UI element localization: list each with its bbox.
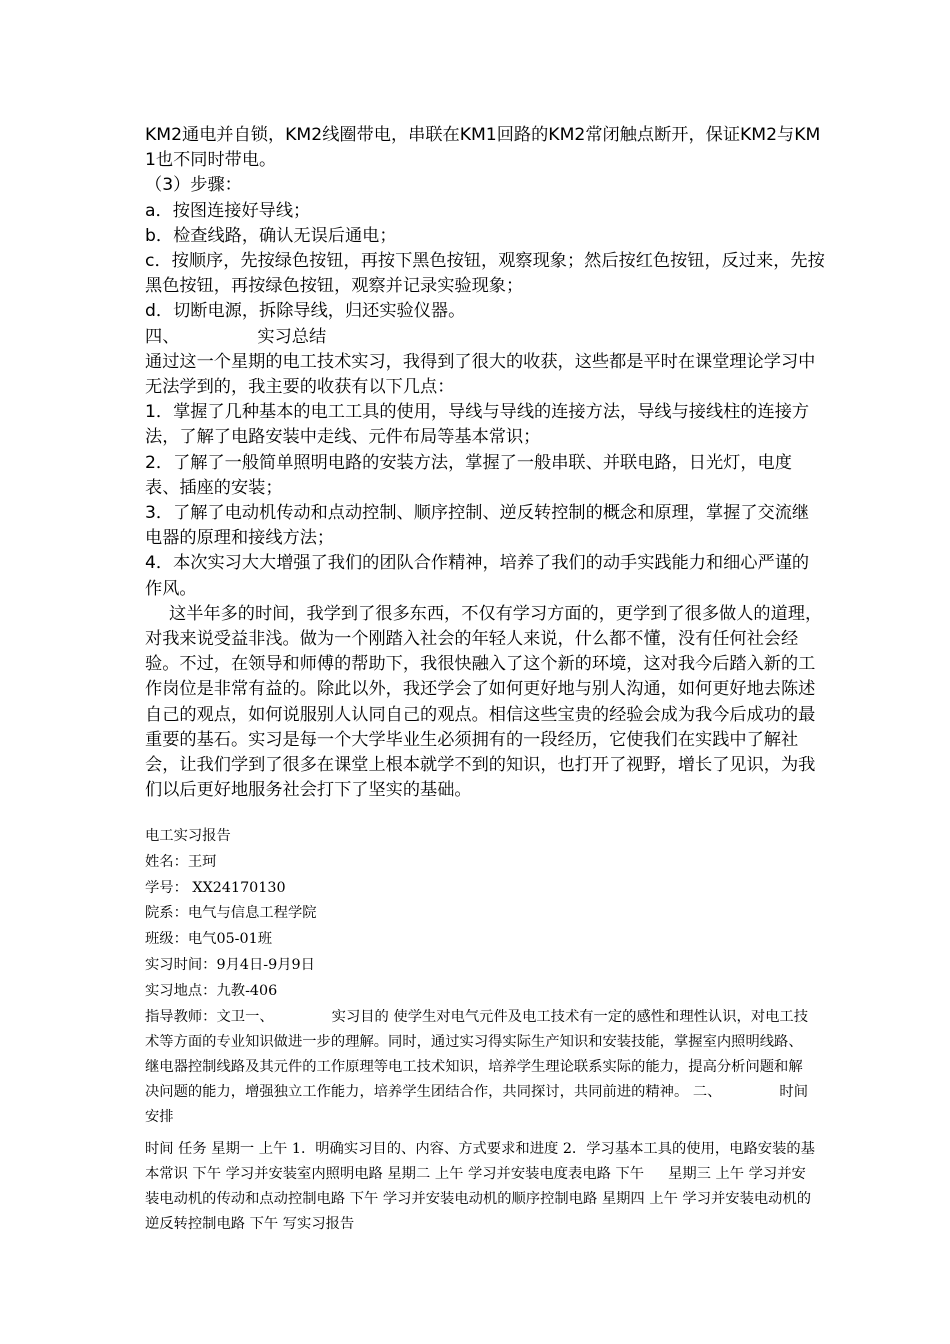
paragraph: KM2通电并自锁，KM2线圈带电，串联在KM1回路的KM2常闭触点断开，保证KM2与KM1也不同时带电。 — [145, 125, 821, 171]
report-block — [145, 824, 815, 1237]
list-item: b．检查线路，确认无误后通电； — [145, 225, 397, 246]
list-item: c．按顺序，先按绿色按钮，再按下黑色按钮，观察现象；然后按红色按钮，反过来，先按黑色按钮，再按绿色按钮，观察并记录实验现象； — [145, 251, 825, 297]
list-item: 2．了解了一般简单照明电路的安装方法，掌握了一般串联、并联电路，日光灯，电度表、插座的安装； — [145, 452, 792, 498]
list-item: 3．了解了电动机传动和点动控制、顺序控制、逆反转控制的概念和原理，掌握了交流继电器的原理和接线方法； — [145, 503, 810, 549]
field-student-id: 学号： XX24170130 — [145, 879, 286, 896]
section-heading — [145, 325, 825, 350]
paragraph: 指导教师：文卫一、 实习目的 使学生对电气元件及电工技术有一定的感性和理性认识，对电工技术等方面的专业知识做进一步的理解。同时，通过实习得实际生产知识和安装技能，掌握室内照明线路、继电器控制线路及其元件的工作原理等电工技术知识，培养学生理论联系实际的能力，提高分析问题和解决问题的能力，增强独立工作能力，培养学生团结合作，共同探讨，共同前进的精神。 二、 时间安排 — [145, 1008, 809, 1126]
field-name: 姓名：王珂 — [145, 853, 217, 870]
field-department: 院系：电气与信息工程学院 — [145, 905, 317, 922]
list-item: 4．本次实习大大增强了我们的团队合作精神，培养了我们的动手实践能力和细心严谨的作风。 — [145, 553, 810, 599]
main-text-block — [145, 123, 825, 803]
paragraph: 时间 任务 星期一 上午 1．明确实习目的、内容、方式要求和进度 2．学习基本工具的使用，电路安装的基本常识 下午 学习并安装室内照明电路 星期二 上午 学习并安装电度表电路 下午 星期三 上午 学习并安装电动机的传动和点动控制电路 下午 学习并安装电动机的顺序控制电路 星期四 上午 学习并安装电动机的逆反转控制电路 下午 写实习报告 — [145, 1140, 815, 1233]
paragraph: （3）步骤： — [145, 175, 242, 196]
list-item: a．按图连接好导线； — [145, 200, 311, 221]
report-title: 电工实习报告 — [145, 828, 231, 844]
list-item: 1．掌握了几种基本的电工工具的使用，导线与导线的连接方法，导线与接线柱的连接方法，了解了电路安装中走线、元件布局等基本常识； — [145, 402, 810, 448]
paragraph: 这半年多的时间，我学到了很多东西，不仅有学习方面的，更学到了很多做人的道理，对我来说受益非浅。做为一个刚踏入社会的年轻人来说，什么都不懂，没有任何社会经验。不过，在领导和师傅的帮助下，我很快融入了这个新的环境，这对我今后踏入新的工作岗位是非常有益的。除此以外，我还学会了如何更好地与别人沟通，如何更好地去陈述自己的观点，如何说服别人认同自己的观点。相信这些宝贵的经验会成为我今后成功的最重要的基石。实习是每一个大学毕业生必须拥有的一段经历，它使我们在实践中了解社会，让我们学到了很多在课堂上根本就学不到的知识，也打开了视野，增长了见识，为我们以后更好地服务社会打下了坚实的基础。 — [145, 603, 823, 801]
list-item: d．切断电源，拆除导线，归还实验仪器。 — [145, 301, 466, 322]
section-number: 四、 — [145, 326, 180, 347]
section-title: 实习总结 — [257, 326, 327, 347]
field-location: 实习地点：九教-406 — [145, 982, 278, 999]
paragraph: 通过这一个星期的电工技术实习，我得到了很大的收获，这些都是平时在课堂理论学习中无法学到的，我主要的收获有以下几点： — [145, 351, 816, 398]
field-class: 班级：电气05-01班 — [145, 931, 272, 948]
field-time: 实习时间：9月4日-9月9日 — [145, 956, 315, 973]
